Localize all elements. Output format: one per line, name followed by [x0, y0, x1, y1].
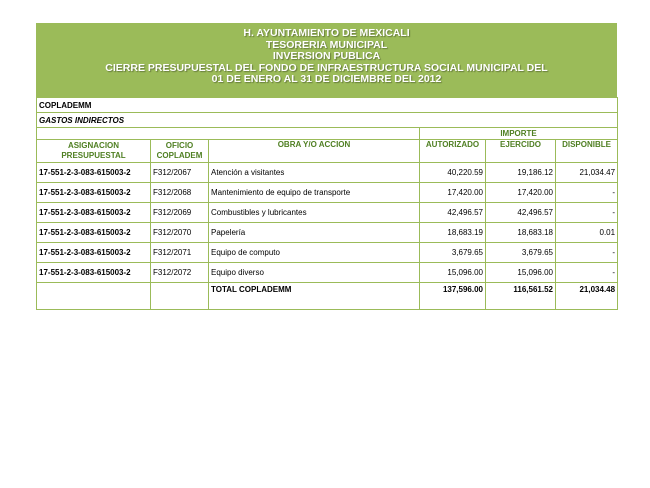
budget-sheet — [36, 23, 617, 310]
budget-table — [36, 97, 618, 310]
col-ejercido: EJERCIDO — [486, 140, 556, 163]
cell-ejercido: 19,186.12 — [486, 163, 556, 183]
section-row — [37, 98, 618, 113]
header-line-treasury: TESORERIA MUNICIPAL — [265, 38, 388, 51]
cell-disponible: - — [556, 183, 618, 203]
importe-header: IMPORTE — [420, 128, 618, 140]
col-oficio: OFICIO COPLADEM — [151, 140, 209, 163]
table-row — [37, 183, 618, 203]
cell-asignacion: 17-551-2-3-083-615003-2 — [37, 223, 151, 243]
table-row — [37, 203, 618, 223]
cell-autorizado: 40,220.59 — [420, 163, 486, 183]
cell-oficio: F312/2070 — [151, 223, 209, 243]
cell-ejercido: 17,420.00 — [486, 183, 556, 203]
cell-ejercido: 3,679.65 — [486, 243, 556, 263]
cell-disponible: - — [556, 263, 618, 283]
total-label: TOTAL COPLADEMM — [209, 283, 420, 310]
cell-oficio: F312/2071 — [151, 243, 209, 263]
cell-autorizado: 15,096.00 — [420, 263, 486, 283]
total-row — [37, 283, 618, 310]
cell-autorizado: 42,496.57 — [420, 203, 486, 223]
cell-obra: Papelería — [209, 223, 420, 243]
col-obra: OBRA Y/O ACCION — [209, 140, 420, 163]
total-spacer-asignacion — [37, 283, 151, 310]
table-row — [37, 163, 618, 183]
header-line-municipality: H. AYUNTAMIENTO DE MEXICALI — [243, 27, 410, 39]
col-autorizado: AUTORIZADO — [420, 140, 486, 163]
cell-oficio: F312/2072 — [151, 263, 209, 283]
cell-ejercido: 42,496.57 — [486, 203, 556, 223]
column-header-row — [37, 140, 618, 163]
cell-oficio: F312/2069 — [151, 203, 209, 223]
cell-obra: Equipo diverso — [209, 263, 420, 283]
table-row — [37, 243, 618, 263]
total-spacer-oficio — [151, 283, 209, 310]
report-header — [36, 23, 617, 97]
total-ejercido: 116,561.52 — [486, 283, 556, 310]
col-asignacion: ASIGNACION PRESUPUESTAL — [37, 140, 151, 163]
total-autorizado: 137,596.00 — [420, 283, 486, 310]
cell-disponible: - — [556, 243, 618, 263]
cell-autorizado: 3,679.65 — [420, 243, 486, 263]
cell-obra: Combustibles y lubricantes — [209, 203, 420, 223]
importe-spacer — [37, 128, 420, 140]
table-row — [37, 263, 618, 283]
cell-ejercido: 18,683.18 — [486, 223, 556, 243]
cell-disponible: 0.01 — [556, 223, 618, 243]
table-row — [37, 223, 618, 243]
cell-obra: Equipo de computo — [209, 243, 420, 263]
cell-obra: Atención a visitantes — [209, 163, 420, 183]
cell-disponible: 21,034.47 — [556, 163, 618, 183]
cell-asignacion: 17-551-2-3-083-615003-2 — [37, 243, 151, 263]
subsection-label: GASTOS INDIRECTOS — [37, 113, 618, 128]
cell-asignacion: 17-551-2-3-083-615003-2 — [37, 203, 151, 223]
cell-asignacion: 17-551-2-3-083-615003-2 — [37, 263, 151, 283]
header-line-report-title: CIERRE PRESUPUESTAL DEL FONDO DE INFRAESTRUCTURA SOCIAL MUNICIPAL DEL — [105, 61, 548, 74]
total-disponible: 21,034.48 — [556, 283, 618, 310]
cell-autorizado: 17,420.00 — [420, 183, 486, 203]
cell-asignacion: 17-551-2-3-083-615003-2 — [37, 163, 151, 183]
cell-autorizado: 18,683.19 — [420, 223, 486, 243]
cell-asignacion: 17-551-2-3-083-615003-2 — [37, 183, 151, 203]
section-label: COPLADEMM — [37, 98, 618, 113]
cell-ejercido: 15,096.00 — [486, 263, 556, 283]
subsection-row — [37, 113, 618, 128]
cell-disponible: - — [556, 203, 618, 223]
importe-header-row — [37, 128, 618, 140]
col-disponible: DISPONIBLE — [556, 140, 618, 163]
cell-obra: Mantenimiento de equipo de transporte — [209, 183, 420, 203]
header-line-period: 01 DE ENERO AL 31 DE DICIEMBRE DEL 2012 — [211, 73, 442, 85]
cell-oficio: F312/2067 — [151, 163, 209, 183]
cell-oficio: F312/2068 — [151, 183, 209, 203]
header-line-investment: INVERSION PUBLICA — [272, 50, 381, 62]
